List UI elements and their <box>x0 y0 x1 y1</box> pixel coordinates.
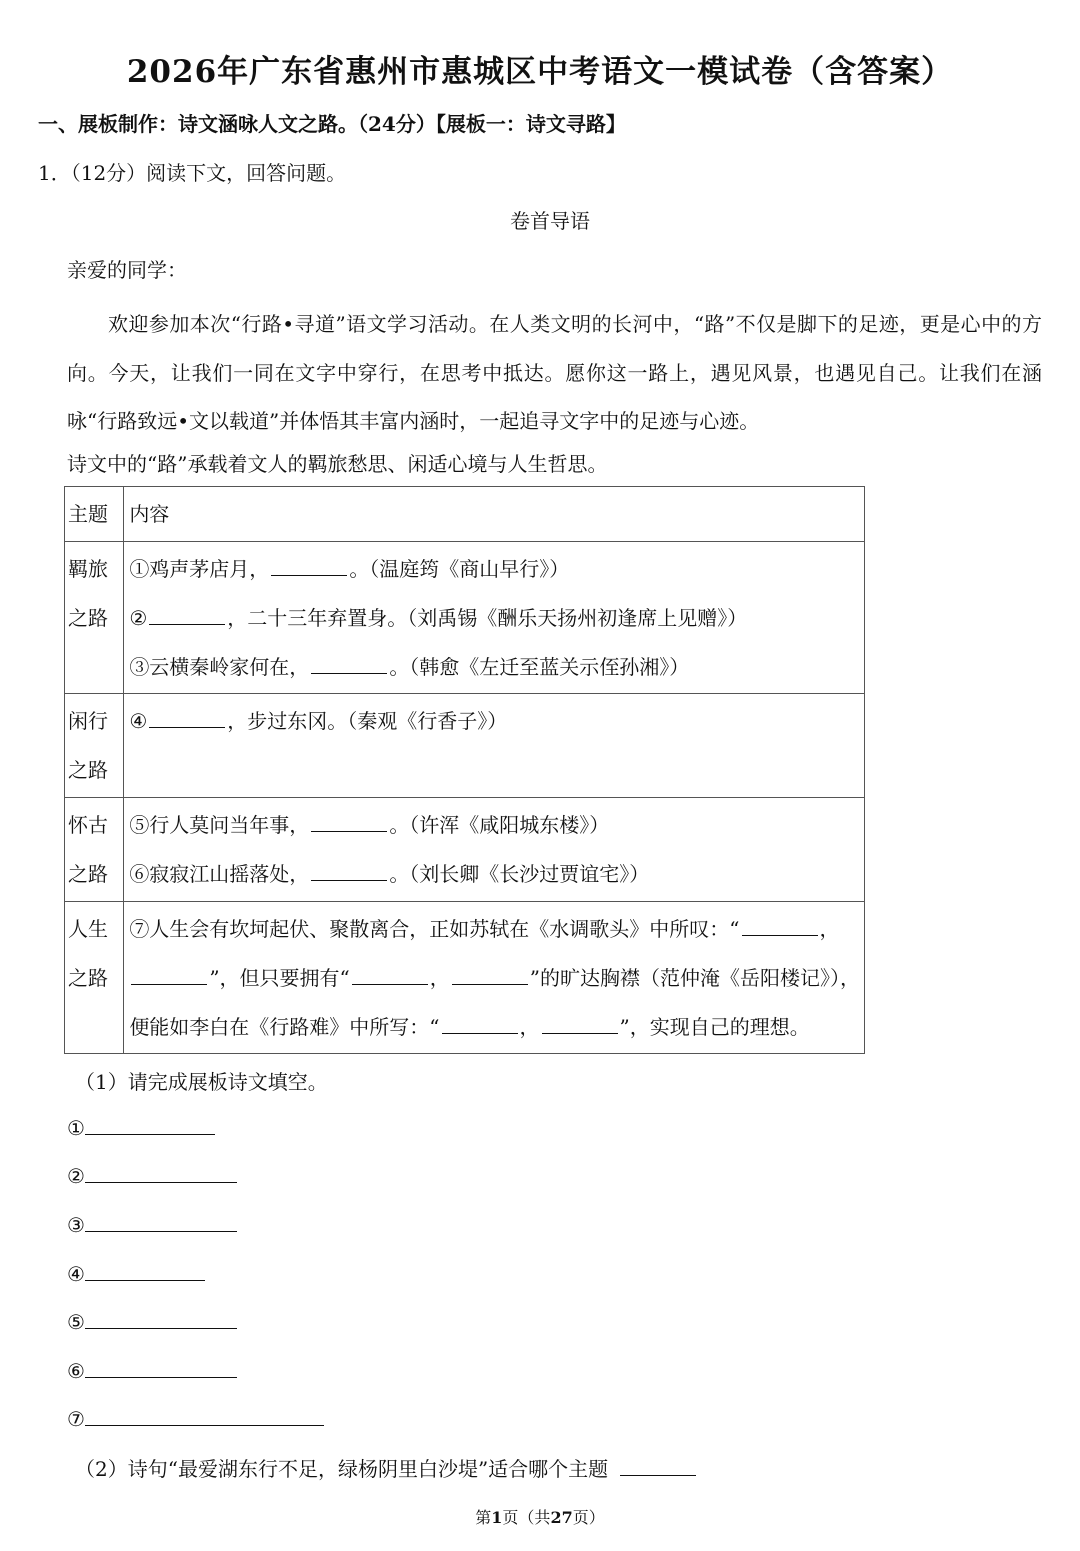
sub-question-2: （2）诗句“最爱湖东行不足，绿杨阴里白沙堤”适合哪个主题 <box>75 1453 696 1482</box>
fill-blank <box>271 555 347 576</box>
preface-heading: 卷首导语 <box>510 209 590 233</box>
answer-line-7[interactable]: ⑦ <box>67 1405 324 1431</box>
table-row <box>65 542 865 694</box>
sub-question-1: （1）请完成展板诗文填空。 <box>75 1070 328 1094</box>
intro-paragraph: 欢迎参加本次“行路•寻道”语文学习活动。在人类文明的长河中，“路”不仅是脚下的足迹，更是心中的方向。今天，让我们一同在文字中穿行，在思考中抵达。愿你这一路上，遇见风景，也遇见自己。让我们在涵咏“行路致远•文以载道”并体悟其丰富内涵时，一起追寻文字中的足迹与心迹。 <box>67 312 1042 433</box>
content-cell: ⑤行人莫问当年事， 。（许浑《咸阳城东楼》） ⑥寂寂江山摇落处， 。（刘长卿《长沙过贾谊宅》） <box>124 798 865 902</box>
answer-line-2[interactable]: ② <box>67 1162 237 1188</box>
answer-line-1[interactable]: ① <box>67 1114 215 1140</box>
fill-blank <box>311 653 387 674</box>
page-footer: 第1页（共27页） <box>475 1508 605 1527</box>
table-row <box>65 902 865 1054</box>
fill-blank <box>542 1013 618 1034</box>
fill-blank <box>311 860 387 881</box>
fill-blank <box>452 964 528 985</box>
poetry-table <box>64 486 865 1054</box>
content-cell: ⑦人生会有坎坷起伏、聚散离合，正如苏轼在《水调歌头》中所叹：“ ， ”，但只要拥有“ ， ”的旷达胸襟（范仲淹《岳阳楼记》）， 便能如李白在《行路难》中所写：“ ， ”，实现自己的理想。 <box>124 902 865 1054</box>
header-content: 内容 <box>124 487 865 542</box>
theme-cell: 人生之路 <box>65 902 124 1054</box>
fill-blank <box>742 915 818 936</box>
answer-line-4[interactable]: ④ <box>67 1260 205 1286</box>
answer-line-5[interactable]: ⑤ <box>67 1308 237 1334</box>
fill-blank <box>149 707 225 728</box>
answer-line-6[interactable]: ⑥ <box>67 1357 237 1383</box>
header-theme: 主题 <box>65 487 124 542</box>
section-heading: 一、展板制作：诗文涵咏人文之路。（24分）【展板一：诗文寻路】 <box>38 112 626 136</box>
greeting: 亲爱的同学： <box>67 258 187 282</box>
table-row <box>65 694 865 798</box>
theme-cell: 怀古之路 <box>65 798 124 902</box>
theme-cell: 闲行之路 <box>65 694 124 798</box>
theme-cell: 羁旅之路 <box>65 542 124 694</box>
fill-blank <box>311 811 387 832</box>
content-cell: ①鸡声茅店月， 。（温庭筠《商山早行》） ② ，二十三年弃置身。（刘禹锡《酬乐天扬州初逢席上见赠》） ③云横秦岭家何在， 。（韩愈《左迁至蓝关示侄孙湘》） <box>124 542 865 694</box>
lead-sentence: 诗文中的“路”承载着文人的羁旅愁思、闲适心境与人生哲思。 <box>67 452 608 476</box>
table-row <box>65 798 865 902</box>
question-1: 1．（12分）阅读下文，回答问题。 <box>38 161 347 185</box>
document-title: 2026年广东省惠州市惠城区中考语文一模试卷（含答案） <box>126 54 954 90</box>
fill-blank <box>442 1013 518 1034</box>
answer-blank[interactable] <box>620 1455 696 1476</box>
content-cell: ④ ，步过东冈。（秦观《行香子》） <box>124 694 865 798</box>
answer-line-3[interactable]: ③ <box>67 1211 237 1237</box>
fill-blank <box>149 604 225 625</box>
fill-blank <box>352 964 428 985</box>
fill-blank <box>131 964 207 985</box>
table-header-row <box>65 487 865 542</box>
